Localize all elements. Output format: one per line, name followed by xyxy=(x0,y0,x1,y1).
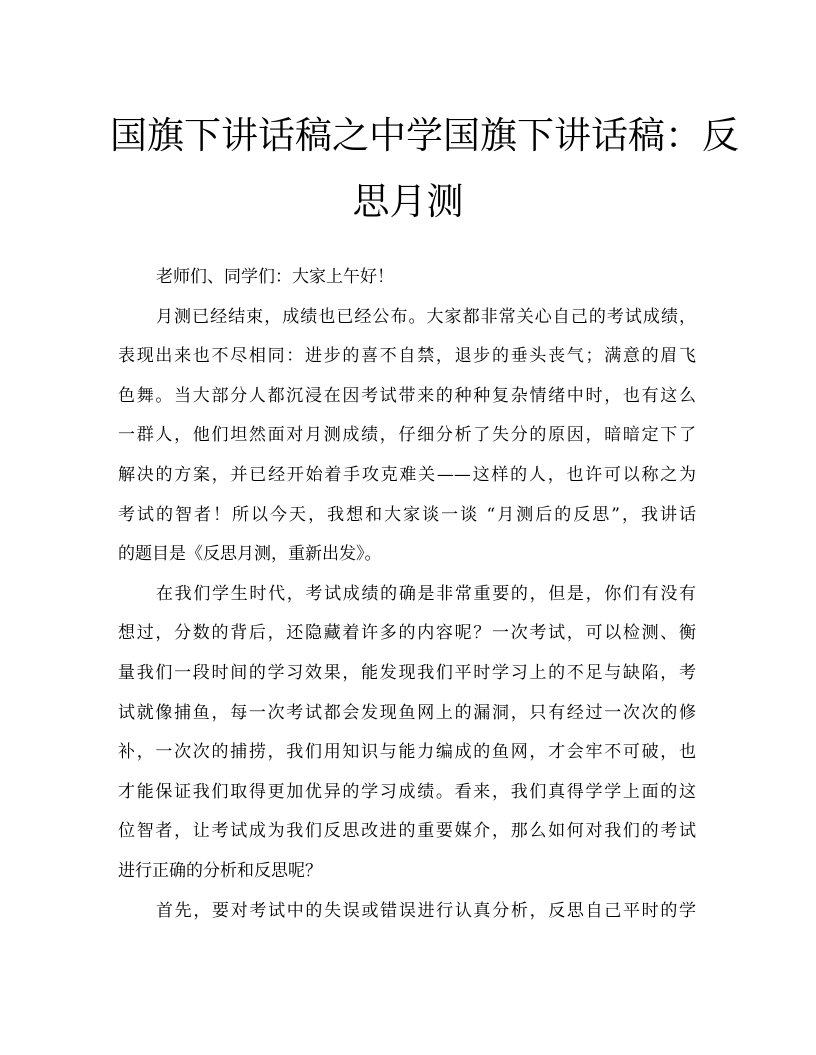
title-line: 思月测 xyxy=(352,180,464,223)
text-line: 才能保证我们取得更加优异的学习成绩。看来，我们真得学学上面的这 xyxy=(118,781,696,802)
text-line: 一群人，他们坦然面对月测成绩，仔细分析了失分的原因，暗暗定下了 xyxy=(118,425,696,446)
text-line: 表现出来也不尽相同：进步的喜不自禁，退步的垂头丧气；满意的眉飞 xyxy=(118,346,696,367)
paragraph xyxy=(118,892,696,932)
paragraph-greeting xyxy=(118,258,696,298)
paragraph xyxy=(118,575,696,892)
document-title xyxy=(110,103,739,235)
text-line: 量我们一段时间的学习效果，能发现我们平时学习上的不足与缺陷，考 xyxy=(118,662,696,683)
document-body xyxy=(118,258,696,931)
text-line: 进行正确的分析和反思呢？ xyxy=(118,860,322,881)
text-line: 想过，分数的背后，还隐藏着许多的内容呢？一次考试，可以检测、衡 xyxy=(118,623,696,644)
text-line: 考试的智者！所以今天，我想和大家谈一谈 “月测后的反思”，我讲话 xyxy=(118,504,696,525)
text-line: 补，一次次的捕捞，我们用知识与能力编成的鱼网，才会牢不可破，也 xyxy=(118,742,696,763)
title-line: 国旗下讲话稿之中学国旗下讲话稿：反 xyxy=(110,114,739,157)
text-line: 位智者，让考试成为我们反思改进的重要媒介，那么如何对我们的考试 xyxy=(118,821,696,842)
text-line: 首先，要对考试中的失误或错误进行认真分析，反思自己平时的学 xyxy=(156,900,696,921)
text-line: 试就像捕鱼，每一次考试都会发现鱼网上的漏洞，只有经过一次次的修 xyxy=(118,702,696,723)
text-line: 的题目是《反思月测，重新出发》。 xyxy=(118,544,382,565)
text-line: 老师们、同学们：大家上午好！ xyxy=(156,267,394,287)
text-line: 解决的方案，并已经开始着手攻克难关——这样的人，也许可以称之为 xyxy=(118,464,696,485)
text-line: 月测已经结束，成绩也已经公布。大家都非常关心自己的考试成绩， xyxy=(156,306,696,327)
paragraph xyxy=(118,298,696,575)
text-line: 在我们学生时代，考试成绩的确是非常重要的，但是，你们有没有 xyxy=(156,583,696,604)
text-line: 色舞。当大部分人都沉浸在因考试带来的种种复杂情绪中时，也有这么 xyxy=(118,385,696,406)
